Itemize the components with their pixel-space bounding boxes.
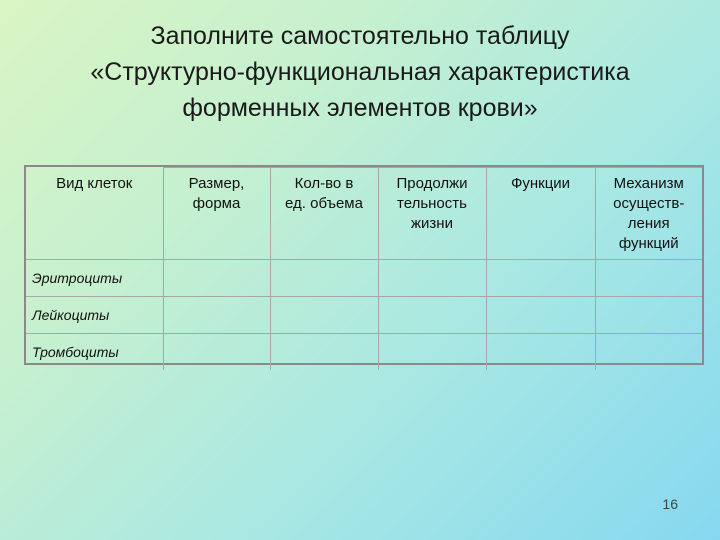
slide-title bbox=[20, 18, 700, 126]
empty-cell[interactable] bbox=[486, 334, 595, 371]
blood-cells-table bbox=[26, 167, 702, 370]
header-cell-cell-type bbox=[26, 168, 163, 260]
header-text: Функции bbox=[510, 175, 571, 192]
empty-cell[interactable] bbox=[163, 260, 270, 297]
header-text: Механизм bbox=[613, 175, 684, 192]
row-label-erythrocytes: Эритроциты bbox=[26, 260, 163, 297]
empty-cell[interactable] bbox=[595, 334, 702, 371]
header-cell-functions bbox=[486, 168, 595, 260]
empty-cell[interactable] bbox=[378, 334, 486, 371]
header-text: функций bbox=[618, 235, 679, 252]
page-number: 16 bbox=[662, 496, 678, 512]
empty-cell[interactable] bbox=[270, 297, 378, 334]
empty-cell[interactable] bbox=[378, 260, 486, 297]
title-line-1: Заполните самостоятельно таблицу bbox=[150, 22, 570, 50]
title-line-3: форменных элементов крови» bbox=[182, 94, 538, 122]
empty-cell[interactable] bbox=[595, 297, 702, 334]
header-text: Размер, bbox=[188, 175, 245, 192]
header-text: ления bbox=[627, 215, 670, 232]
header-text: ед. объема bbox=[285, 195, 363, 212]
empty-cell[interactable] bbox=[486, 297, 595, 334]
header-cell-lifespan bbox=[378, 168, 486, 260]
header-text: тельность bbox=[397, 195, 467, 212]
table-row-leukocytes bbox=[26, 297, 702, 334]
header-text: Кол-во в bbox=[294, 175, 354, 192]
title-line-2: «Структурно-функциональная характеристика bbox=[90, 58, 630, 86]
table-header-row bbox=[26, 168, 702, 260]
row-label-leukocytes: Лейкоциты bbox=[26, 297, 163, 334]
empty-cell[interactable] bbox=[595, 260, 702, 297]
empty-cell[interactable] bbox=[163, 334, 270, 371]
table-row-erythrocytes bbox=[26, 260, 702, 297]
row-label-thrombocytes: Тромбоциты bbox=[26, 334, 163, 371]
empty-cell[interactable] bbox=[486, 260, 595, 297]
header-text: форма bbox=[192, 195, 241, 212]
empty-cell[interactable] bbox=[163, 297, 270, 334]
header-cell-mechanism bbox=[595, 168, 702, 260]
header-text: Продолжи bbox=[396, 175, 468, 192]
table-row-thrombocytes bbox=[26, 334, 702, 371]
empty-cell[interactable] bbox=[378, 297, 486, 334]
header-text: осуществ- bbox=[613, 195, 685, 212]
header-text: Вид клеток bbox=[56, 174, 133, 192]
header-cell-size bbox=[163, 168, 270, 260]
header-text: жизни bbox=[411, 215, 453, 232]
header-cell-count bbox=[270, 168, 378, 260]
empty-cell[interactable] bbox=[270, 260, 378, 297]
empty-cell[interactable] bbox=[270, 334, 378, 371]
